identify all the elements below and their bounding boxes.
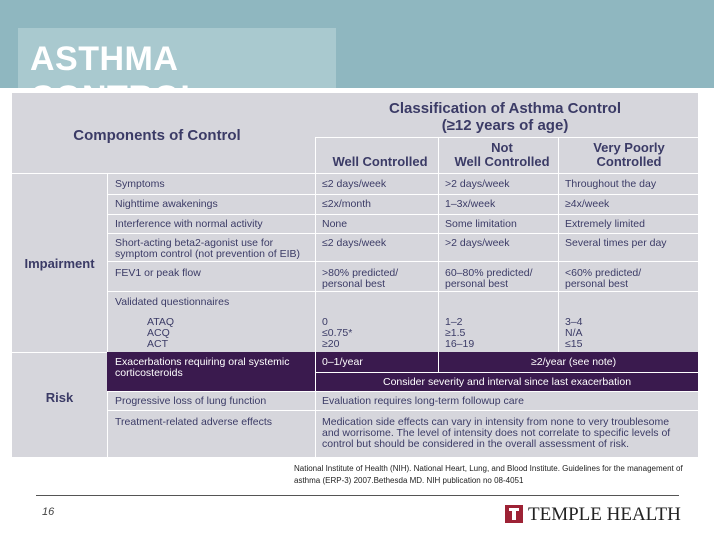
well-saba: ≤2 days/week [322, 237, 387, 249]
exacerbations-note: Consider severity and interval since last exacerbation [383, 376, 632, 388]
poorly-symptoms: Throughout the day [565, 178, 657, 190]
classification-header: Classification of Asthma Control (≥12 years of age) [389, 100, 621, 134]
grid-line [315, 372, 698, 373]
col-very-poorly-controlled: Very Poorly Controlled [593, 140, 665, 169]
notwell-saba: >2 days/week [445, 237, 510, 249]
component-symptoms: Symptoms [115, 178, 165, 190]
exacerbations-other: ≥2/year (see note) [531, 356, 617, 368]
asthma-control-table [12, 93, 698, 457]
well-fev1: >80% predicted/ personal best [322, 267, 399, 290]
component-saba: Short-acting beta2-agonist use for symptom control (not prevention of EIB) [115, 237, 300, 260]
grid-line [107, 233, 698, 234]
grid-line [107, 410, 698, 411]
grid-line [107, 291, 698, 292]
notwell-fev1: 60–80% predicted/ personal best [445, 267, 533, 290]
slide-title: ASTHMA [30, 40, 178, 78]
poorly-nighttime: ≥4x/week [565, 198, 610, 210]
lung-function-label: Progressive loss of lung function [115, 395, 267, 407]
well-questionnaires: 0 ≤0.75* ≥20 [322, 316, 353, 350]
poorly-questionnaires: 3–4 N/A ≤15 [565, 316, 583, 350]
grid-line [107, 391, 698, 392]
grid-line [12, 173, 698, 174]
grid-line [107, 194, 698, 195]
component-fev1: FEV1 or peak flow [115, 267, 201, 279]
lung-function-value: Evaluation requires long-term followup care [322, 395, 524, 407]
col-well-controlled: Well Controlled [332, 154, 428, 169]
component-interference: Interference with normal activity [115, 218, 263, 230]
questionnaire-names: ATAQ ACQ ACT [147, 316, 175, 350]
impairment-label: Impairment [24, 256, 95, 271]
well-nighttime: ≤2x/month [322, 198, 371, 210]
title-box [18, 28, 336, 88]
risk-label: Risk [45, 390, 74, 405]
adverse-effects-value: Medication side effects can vary in intensity from none to very troublesome and worrisome. The level of intensity does not correlate to specific levels of control but should be considered in the overall assessment of risk. [322, 416, 671, 450]
component-nighttime: Nighttime awakenings [115, 198, 218, 210]
grid-line [107, 214, 698, 215]
notwell-questionnaires: 1–2 ≥1.5 16–19 [445, 316, 475, 350]
temple-t-icon [505, 505, 523, 523]
components-header: Components of Control [73, 127, 241, 144]
notwell-nighttime: 1–3x/week [445, 198, 496, 210]
page-number: 16 [42, 506, 55, 518]
citation-footnote: National Institute of Health (NIH). National Heart, Lung, and Blood Institute. Guidelines for the management of asthma (ERP-3) 2007.Bethesda MD. NIH publication no 08-4051 [294, 464, 683, 485]
grid-line [315, 137, 698, 138]
poorly-saba: Several times per day [565, 237, 667, 249]
logo-text: TEMPLE HEALTH [528, 504, 681, 525]
adverse-effects-label: Treatment-related adverse effects [115, 416, 272, 428]
poorly-fev1: <60% predicted/ personal best [565, 267, 642, 290]
poorly-interference: Extremely limited [565, 218, 645, 230]
notwell-interference: Some limitation [445, 218, 517, 230]
component-questionnaires: Validated questionnaires [115, 296, 230, 308]
exacerbations-well: 0–1/year [322, 356, 363, 368]
grid-line [438, 352, 439, 372]
notwell-symptoms: >2 days/week [445, 178, 510, 190]
grid-line [107, 261, 698, 262]
temple-health-logo [505, 504, 679, 526]
exacerbations-label: Exacerbations requiring oral systemic corticosteroids [115, 356, 290, 379]
col-not-well-controlled: Not Well Controlled [454, 140, 550, 169]
grid-line [107, 173, 108, 457]
footer-rule [36, 495, 679, 496]
well-interference: None [322, 218, 348, 230]
well-symptoms: ≤2 days/week [322, 178, 387, 190]
